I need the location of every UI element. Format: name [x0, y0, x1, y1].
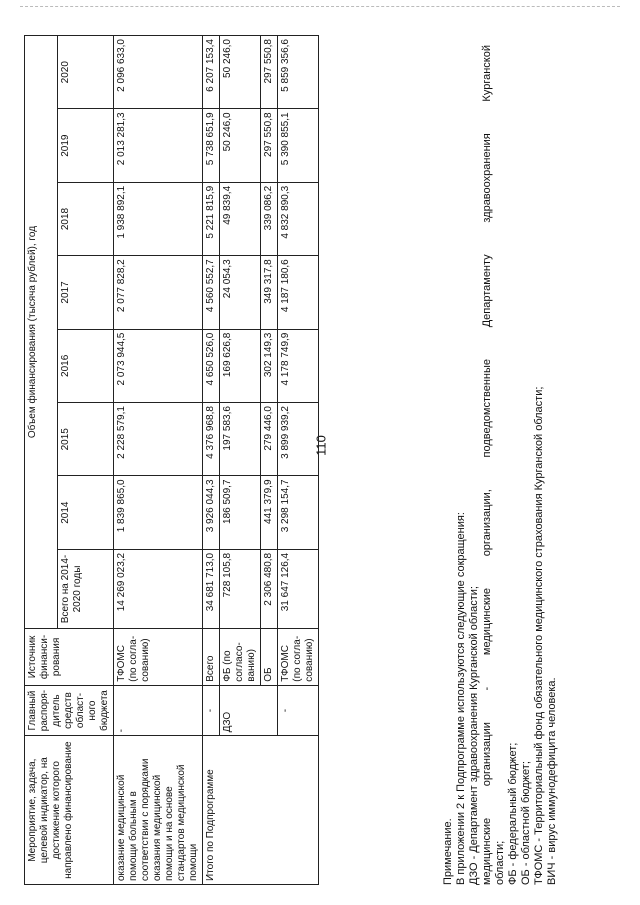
manager-cell: ДЗО	[220, 685, 278, 736]
year-cell: 4 560 552,7	[203, 256, 220, 329]
year-cell: 4 650 526,0	[203, 329, 220, 402]
year-cell: 49 839,4	[220, 182, 261, 255]
total-cell: 14 269 023,2	[114, 549, 203, 628]
notes-intro: В приложении 2 к Подпрограмме используются следующие сокращения:	[455, 512, 467, 885]
header-year: 2018	[57, 182, 113, 255]
source-cell: ФБ (по согласо-ванию)	[220, 629, 261, 686]
rotated-sheet	[20, 35, 620, 885]
year-cell: 5 221 815,9	[203, 182, 220, 255]
total-cell: 31 647 126,4	[278, 549, 319, 628]
header-year: 2019	[57, 109, 113, 182]
year-cell: 3 899 939,2	[278, 403, 319, 476]
year-cell: 6 207 153,4	[203, 36, 220, 109]
year-cell: 5 390 855,1	[278, 109, 319, 182]
year-cell: 5 738 651,9	[203, 109, 220, 182]
year-cell: 5 859 356,6	[278, 36, 319, 109]
table-row	[114, 36, 203, 885]
year-cell: 339 086,2	[261, 182, 278, 255]
year-cell: 302 149,3	[261, 329, 278, 402]
note-mo: медицинские организации - медицинские организации, подведомственные Департаменту здравоохранения Курганской	[481, 45, 493, 885]
source-cell: ОБ	[261, 629, 278, 686]
header-measure: Мероприятие, задача, целевой индикатор, на достижение которого направлено финансирование	[25, 736, 114, 885]
year-cell: 197 583,6	[220, 403, 261, 476]
year-cell: 186 509,7	[220, 476, 261, 549]
manager-cell: -	[114, 685, 203, 736]
year-cell: 50 246,0	[220, 109, 261, 182]
year-cell: 2 073 944,5	[114, 329, 203, 402]
year-cell: 2 077 828,2	[114, 256, 203, 329]
year-cell: 1 839 865,0	[114, 476, 203, 549]
header-row	[25, 36, 58, 885]
year-cell: 279 446,0	[261, 403, 278, 476]
note-mo-cont: области;	[494, 840, 506, 885]
year-cell: 297 550,8	[261, 109, 278, 182]
source-cell: ТФОМС (по согла-сованию)	[114, 629, 203, 686]
itogo-label: Итого по Подпрограмме	[203, 736, 319, 885]
year-cell: 3 926 044,3	[203, 476, 220, 549]
financing-table	[24, 35, 319, 885]
manager-cell: -	[203, 685, 220, 736]
notes-block	[442, 45, 559, 885]
note-fb: ФБ - федеральный бюджет;	[507, 742, 519, 885]
note-vich: ВИЧ - вирус иммунодефицита человека.	[546, 677, 558, 885]
year-cell: 441 379,9	[261, 476, 278, 549]
page-number: 110	[313, 435, 329, 456]
scan-edge-line	[20, 6, 620, 7]
year-cell: 297 550,8	[261, 36, 278, 109]
total-cell: 34 681 713,0	[203, 549, 220, 628]
year-cell: 2 013 281,3	[114, 109, 203, 182]
measure-name: оказание медицинской помощи больным в соответствии с порядками оказания медицинской помощи и на основе стандартов медицинской помощи	[114, 736, 203, 885]
source-cell: ТФОМС (по согла-сованию)	[278, 629, 319, 686]
total-cell: 728 105,8	[220, 549, 261, 628]
manager-cell: -	[278, 685, 319, 736]
header-volume: Объем финансирования (тысяча рублей), год	[25, 36, 58, 629]
header-year: 2016	[57, 329, 113, 402]
note-ob: ОБ - областной бюджет;	[520, 761, 532, 885]
note-tfoms: ТФОМС - Территориальный фонд обязательного медицинского страхования Курганской области;	[533, 386, 545, 885]
year-cell: 2 228 579,1	[114, 403, 203, 476]
header-year: 2014	[57, 476, 113, 549]
year-cell: 24 054,3	[220, 256, 261, 329]
header-year: 2020	[57, 36, 113, 109]
year-cell: 4 187 180,6	[278, 256, 319, 329]
header-year: 2015	[57, 403, 113, 476]
year-cell: 50 246,0	[220, 36, 261, 109]
note-dzo: ДЗО - Департамент здравоохранения Курганской области;	[468, 586, 480, 885]
year-cell: 2 096 633,0	[114, 36, 203, 109]
year-cell: 4 376 968,8	[203, 403, 220, 476]
year-cell: 169 626,8	[220, 329, 261, 402]
year-cell: 1 938 892,1	[114, 182, 203, 255]
source-cell: Всего	[203, 629, 220, 686]
year-cell: 4 178 749,9	[278, 329, 319, 402]
notes-title: Примечание.	[442, 818, 454, 885]
year-cell: 3 298 154,7	[278, 476, 319, 549]
year-cell: 4 832 890,3	[278, 182, 319, 255]
header-total: Всего на 2014-2020 годы	[57, 549, 113, 628]
header-manager: Главный распоря-дитель средств област-ного бюджета	[25, 685, 114, 736]
table-row	[203, 36, 220, 885]
total-cell: 2 306 480,8	[261, 549, 278, 628]
year-cell: 349 317,8	[261, 256, 278, 329]
header-source: Источник финанси-рования	[25, 629, 114, 686]
header-year: 2017	[57, 256, 113, 329]
